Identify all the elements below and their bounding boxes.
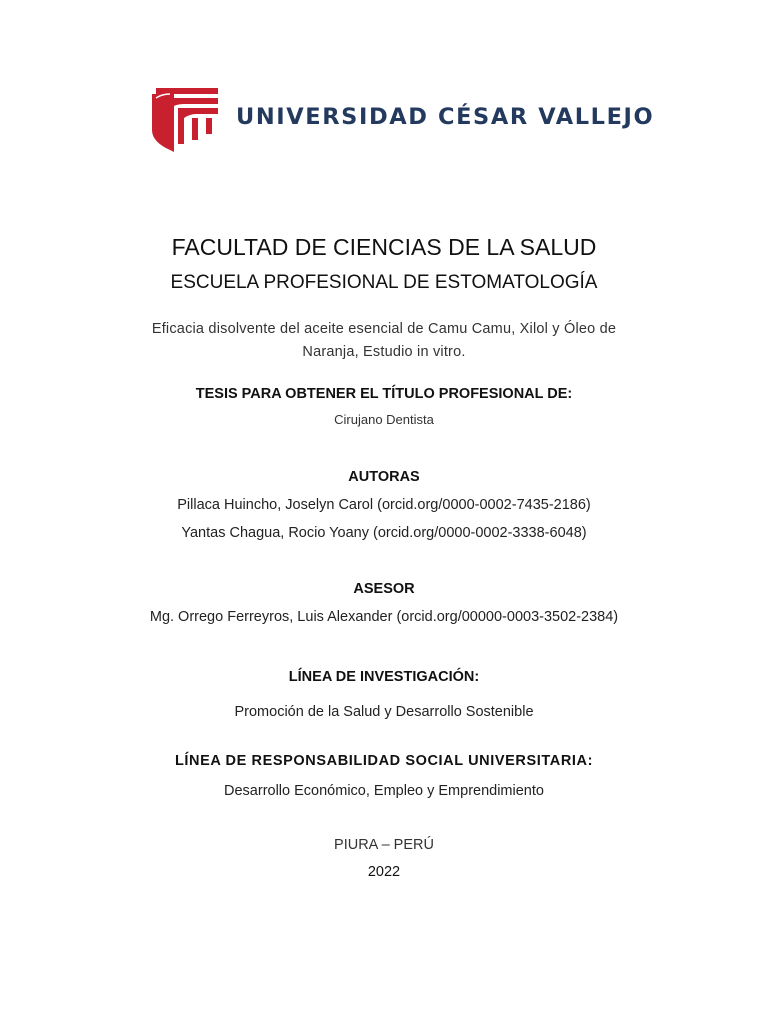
year: 2022: [367, 864, 401, 880]
thesis-title-line-1: Eficacia disolvente del aceite esencial de Camu Camu, Xilol y Óleo de: [151, 321, 617, 337]
author-item: Pillaca Huincho, Joselyn Carol (orcid.org/0000-0002-7435-2186): [177, 497, 591, 513]
thesis-title-line-2: Naranja, Estudio in vitro.: [302, 344, 466, 360]
faculty-title: FACULTAD DE CIENCIAS DE LA SALUD: [171, 234, 597, 260]
advisor-name: Mg. Orrego Ferreyros, Luis Alexander (orcid.org/00000-0003-3502-2384): [149, 609, 619, 625]
thesis-degree-label: TESIS PARA OBTENER EL TÍTULO PROFESIONAL DE:: [195, 386, 573, 402]
ucv-shield-icon: [150, 84, 220, 152]
authors-heading: AUTORAS: [348, 469, 420, 485]
social-responsibility-value: Desarrollo Económico, Empleo y Emprendimiento: [224, 783, 544, 799]
advisor-heading: ASESOR: [353, 581, 415, 597]
research-line-value: Promoción de la Salud y Desarrollo Sostenible: [234, 704, 534, 720]
place: PIURA – PERÚ: [334, 837, 434, 853]
university-logo: [150, 84, 655, 154]
university-name: UNIVERSIDAD CÉSAR VALLEJO: [236, 104, 655, 130]
school-title: ESCUELA PROFESIONAL DE ESTOMATOLOGÍA: [170, 272, 598, 293]
research-line-heading: LÍNEA DE INVESTIGACIÓN:: [288, 669, 480, 685]
social-responsibility-heading: LÍNEA DE RESPONSABILIDAD SOCIAL UNIVERSITARIA:: [174, 753, 594, 769]
author-item: Yantas Chagua, Rocio Yoany (orcid.org/0000-0002-3338-6048): [181, 525, 587, 541]
degree-name: Cirujano Dentista: [334, 412, 434, 427]
